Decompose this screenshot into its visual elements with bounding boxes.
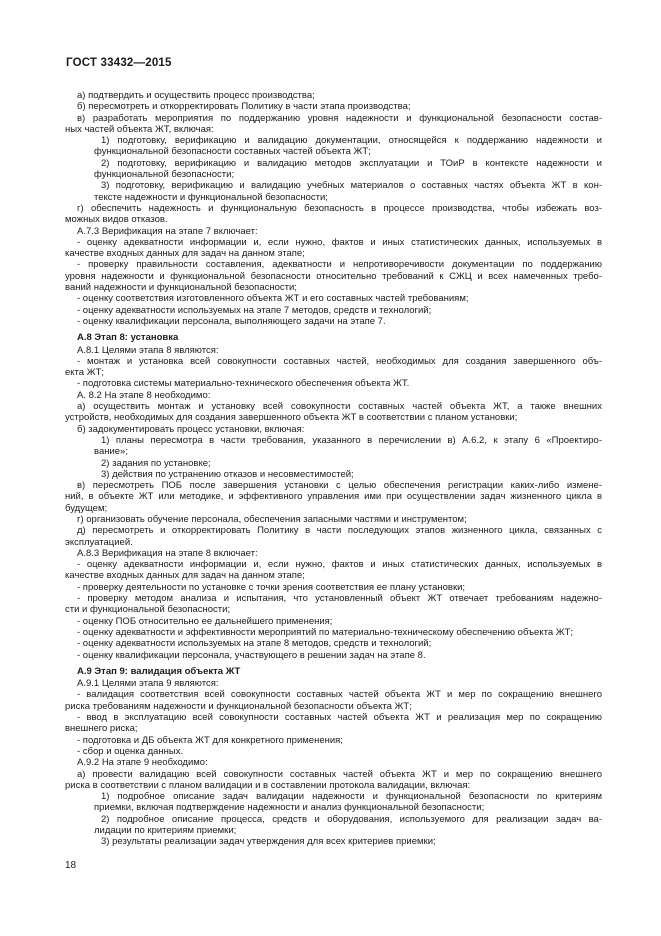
paragraph (65, 316, 602, 327)
text-line: - подготовка системы материально-технического обеспечения объекта ЖТ. (77, 378, 410, 390)
paragraph (94, 836, 602, 847)
paragraph (65, 769, 602, 792)
paragraph (65, 559, 602, 582)
text-line: 2) задания по установке; (101, 457, 211, 469)
paragraph (94, 814, 602, 837)
text-line: - оценку адекватности и эффективности мероприятий по материально-техническому обеспечению объекта ЖТ; (77, 626, 574, 638)
paragraph (65, 593, 602, 616)
text-line: 1) подробное описание задач валидации надежности и функциональной безопасности по критериям (101, 791, 602, 803)
text-line: тексте надежности и функциональной безопасности; (94, 191, 328, 203)
text-line: - оценку квалификации персонала, выполняющего задачи на этапе 7. (77, 315, 386, 327)
paragraph (94, 135, 602, 158)
paragraph (65, 345, 602, 356)
text-line: - проверку методом анализа и испытания, что установленный объект ЖТ отвечает требованиям надежно- (77, 593, 602, 605)
text-line: - оценку ПОБ относительно ее дальнейшего применения; (77, 615, 333, 627)
text-line: ных частей объекта ЖТ, включая: (65, 123, 214, 135)
paragraph (65, 638, 602, 649)
text-line: А.8.3 Верификация на этапе 8 включает: (77, 547, 258, 559)
paragraph (65, 226, 602, 237)
text-line: лидации по критериям приемки; (94, 825, 237, 836)
paragraph (65, 746, 602, 757)
text-line: качестве входных данных для задач на данном этапе; (65, 248, 305, 260)
text-line: А.9.1 Целями этапа 9 являются: (77, 678, 219, 690)
text-line: эксплуатацией. (65, 536, 133, 548)
text-line: уровня надежности и функциональной безопасности относительно требований к СЖЦ и всех намеченных требо- (65, 270, 602, 282)
text-line: функциональной безопасности; (94, 169, 235, 181)
text-line: - оценку адекватности информации и, если нужно, фактов и иных статистических данных, используемых в (77, 559, 602, 571)
text-line: 3) действия по устранению отказов и несовместимостей; (101, 468, 354, 480)
text-line: 1) планы пересмотра в части требования, указанного в перечислении в) А.6.2, к этапу 6 «Проектиро- (101, 434, 602, 446)
paragraph (65, 582, 602, 593)
text-line: 3) подготовку, верификацию и валидацию учебных материалов о составных частях объекта ЖТ в кон- (101, 180, 602, 192)
paragraph (65, 678, 602, 689)
paragraph (65, 113, 602, 136)
paragraph (94, 180, 602, 203)
text-line: г) обеспечить надежность и функциональную безопасность в процессе производства, чтобы избежать воз- (77, 202, 602, 214)
paragraph (65, 712, 602, 735)
paragraph (94, 435, 602, 458)
section-heading (65, 332, 602, 343)
text-line: - оценку адекватности информации и, если нужно, фактов и иных статистических данных, используемых в (77, 236, 602, 248)
text-line: качестве входных данных для задач на данном этапе; (65, 570, 305, 582)
paragraph (65, 378, 602, 389)
section-heading (65, 666, 602, 677)
page-number: 18 (65, 860, 77, 871)
text-line: - оценку адекватности используемых на этапе 7 методов, средств и технологий; (77, 304, 432, 316)
document-header-title: ГОСТ 33432—2015 (66, 57, 172, 69)
paragraph (65, 424, 602, 435)
text-line: 2) подготовку, верификацию и валидацию методов эксплуатации и ТОиР в контексте надежности и (101, 157, 602, 169)
text-line: - проверку деятельности по установке с точки зрения соответствия ее плану установки; (77, 581, 466, 593)
text-line: можных видов отказов. (65, 214, 168, 226)
text-line: - ввод в эксплуатацию всей совокупности составных частей объекта ЖТ и реализация мер по сокращению (77, 712, 602, 724)
text-line: ний, в объекте ЖТ или методике, и эффективного управления ими при осуществлении задач жизненного цикла в (65, 491, 602, 503)
paragraph (65, 390, 602, 401)
text-line: функциональной безопасности составных частей объекта ЖТ; (94, 146, 371, 158)
text-line: в) разработать мероприятия по поддержанию уровня надежности и функциональной безопасности состав- (77, 112, 602, 124)
text-line: г) организовать обучение персонала, обеспечения запасными частями и инструментом; (77, 513, 467, 525)
paragraph (65, 90, 602, 101)
paragraph (65, 650, 602, 661)
text-line: - оценку соответствия изготовленного объекта ЖТ и его составных частей требованиям; (77, 293, 469, 305)
text-line: 2) подробное описание процесса, средств и оборудования, используемого для реализации задач ва- (101, 813, 602, 825)
paragraph (65, 293, 602, 304)
paragraph (65, 356, 602, 379)
paragraph (65, 259, 602, 293)
text-line: ваний надежности и функциональной безопасности; (65, 282, 297, 294)
text-line: б) задокументировать процесс установки, включая: (77, 423, 305, 435)
text-line: - валидация соответствия всей совокупности составных частей объекта ЖТ и мер по сокращению внешнего (77, 689, 602, 701)
text-line: - оценку квалификации персонала, участвующего в решении задач на этапе 8. (77, 649, 426, 661)
text-line: А.7.3 Верификация на этапе 7 включает: (77, 225, 258, 237)
text-line: вание»; (94, 446, 128, 458)
paragraph (65, 616, 602, 627)
paragraph (65, 237, 602, 260)
paragraph (65, 305, 602, 316)
text-line: а) провести валидацию всей совокупности составных частей объекта ЖТ и мер по сокращению внешнего (77, 768, 602, 780)
text-line: 3) результаты реализации задач утверждения для всех критериев приемки; (101, 836, 436, 848)
text-line: А. 8.2 На этапе 8 необходимо: (77, 389, 211, 401)
paragraph (65, 480, 602, 514)
paragraph (65, 689, 602, 712)
paragraph (65, 757, 602, 768)
paragraph (65, 525, 602, 548)
text-line: А.9.2 На этапе 9 необходимо: (77, 757, 208, 769)
paragraph (94, 791, 602, 814)
text-line: А.8 Этап 8: установка (77, 332, 179, 344)
paragraph (65, 514, 602, 525)
text-line: екта ЖТ; (65, 367, 105, 379)
text-line: а) осуществить монтаж и установку всей совокупности составных частей объекта ЖТ, а также внешних (77, 401, 602, 413)
paragraph (65, 401, 602, 424)
text-line: сти и функциональной безопасности; (65, 604, 231, 616)
paragraph (94, 458, 602, 469)
text-line: А.9 Этап 9: валидация объекта ЖТ (77, 665, 241, 677)
paragraph (94, 158, 602, 181)
text-line: А.8.1 Целями этапа 8 являются: (77, 344, 219, 356)
text-line: в) пересмотреть ПОБ после завершения установки с целью обеспечения регистрации каких-либо измене- (77, 480, 602, 492)
text-line: будущем; (65, 502, 108, 514)
text-line: риска в соответствии с планом валидации и в составлении протокола валидации, включая: (65, 779, 471, 791)
paragraph (65, 627, 602, 638)
text-line: д) пересмотреть и откорректировать Политику в части последующих этапов жизненного цикла, связанных с (77, 525, 602, 537)
paragraph (65, 203, 602, 226)
text-line: а) подтвердить и осуществить процесс производства; (77, 90, 315, 101)
paragraph (65, 548, 602, 559)
paragraph (94, 469, 602, 480)
text-line: внешнего риска; (65, 723, 138, 735)
text-line: приемки, включая подтверждение надежности и анализ функциональной безопасности; (94, 802, 485, 814)
text-line: б) пересмотреть и откорректировать Политику в части этапа производства; (77, 101, 411, 113)
text-line: 1) подготовку, верификацию и валидацию документации, относящейся к поддержанию надежности и (101, 135, 602, 147)
text-line: - монтаж и установка всей совокупности составных частей, необходимых для создания завершенного объ- (77, 355, 602, 367)
paragraph (65, 101, 602, 112)
text-line: - проверку правильности составления, адекватности и непротиворечивости документации по поддержанию (77, 259, 602, 271)
paragraph (65, 735, 602, 746)
text-line: - подготовка и ДБ объекта ЖТ для конкретного применения; (77, 734, 343, 746)
text-line: - сбор и оценка данных. (77, 745, 184, 757)
document-body (65, 90, 602, 848)
text-line: устройств, необходимых для создания завершенного объекта ЖТ в соответствии с планом установки; (65, 412, 518, 424)
text-line: - оценку адекватности используемых на этапе 8 методов, средств и технологий; (77, 638, 432, 650)
text-line: риска требованиям надежности и функциональной безопасности объекта ЖТ; (65, 700, 412, 712)
